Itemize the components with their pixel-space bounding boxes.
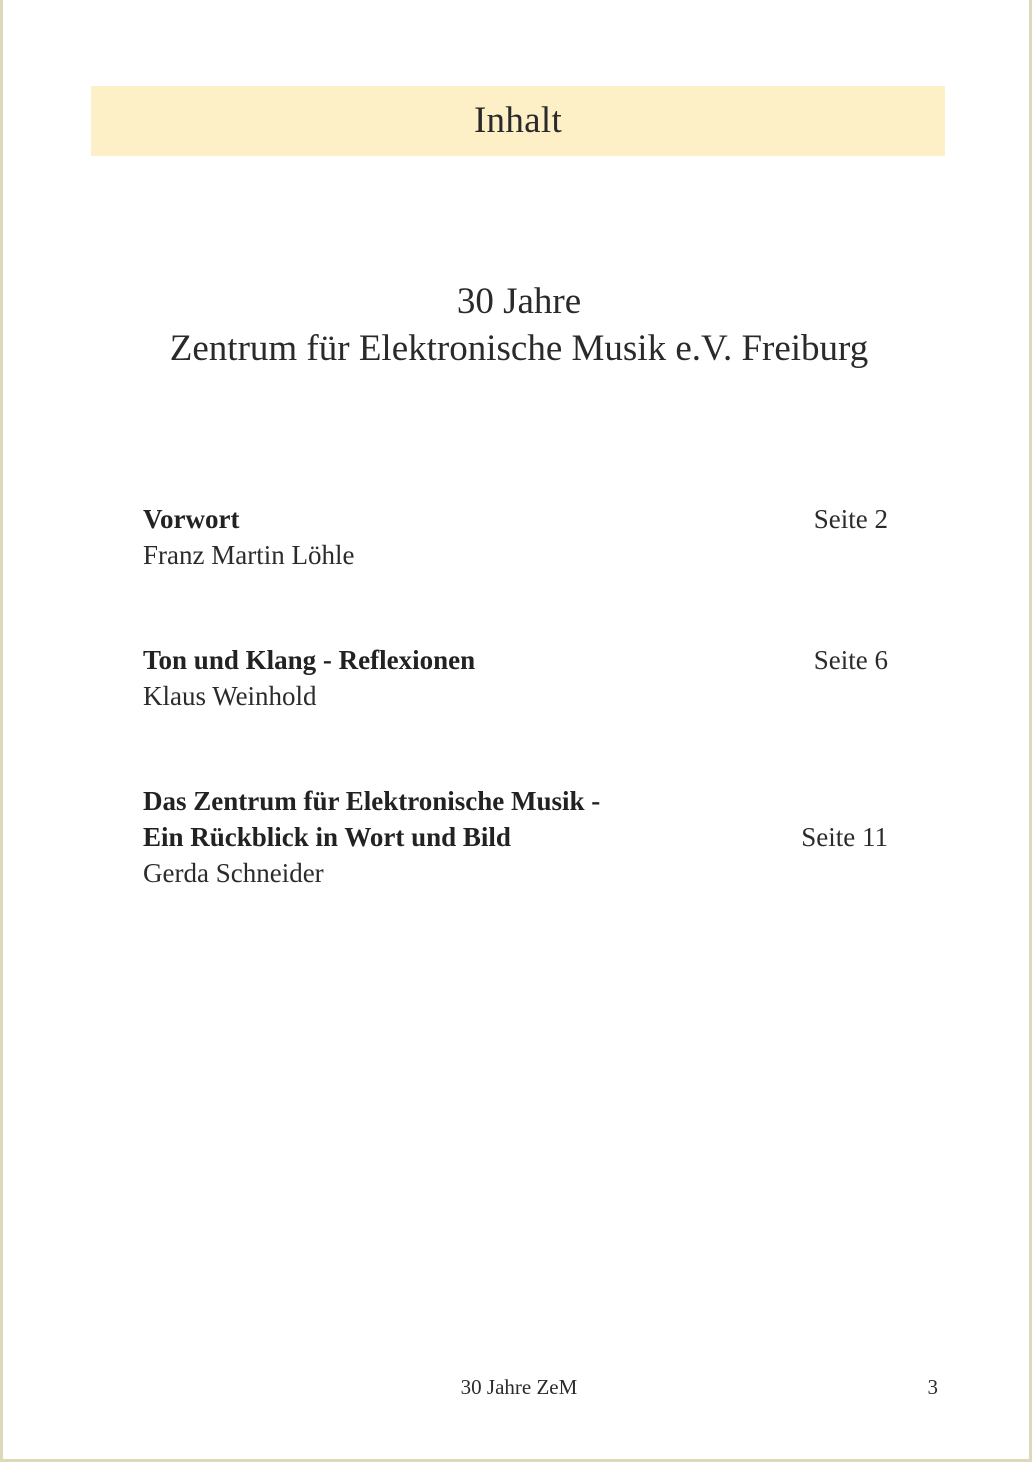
toc-entry-author: Klaus Weinhold — [143, 681, 317, 711]
toc-entry-author: Franz Martin Löhle — [143, 540, 355, 570]
toc-entry-title: Vorwort — [143, 504, 240, 534]
toc-entry-title-line-1: Das Zentrum für Elektronische Musik - — [143, 786, 601, 816]
toc-entry-page: Seite 6 — [813, 645, 888, 675]
toc-entry-page: Seite 11 — [801, 822, 888, 852]
header-band — [91, 86, 945, 156]
footer-running-title: 30 Jahre ZeM — [460, 1375, 578, 1399]
toc-entry-title-line-2: Ein Rückblick in Wort und Bild — [143, 822, 511, 852]
main-title-line-1: 30 Jahre — [456, 281, 582, 322]
footer-page-number: 3 — [927, 1375, 938, 1399]
toc-entry-vorwort — [143, 501, 888, 573]
main-title-line-2: Zentrum für Elektronische Musik e.V. Freiburg — [169, 328, 869, 369]
toc-entry-title: Ton und Klang - Reflexionen — [143, 645, 476, 675]
toc-entry-author: Gerda Schneider — [143, 858, 324, 888]
toc-entry-rueckblick — [143, 783, 888, 891]
page-heading: Inhalt — [473, 99, 563, 141]
toc-entry-ton-und-klang — [143, 642, 888, 714]
toc-entry-page: Seite 2 — [813, 504, 888, 534]
